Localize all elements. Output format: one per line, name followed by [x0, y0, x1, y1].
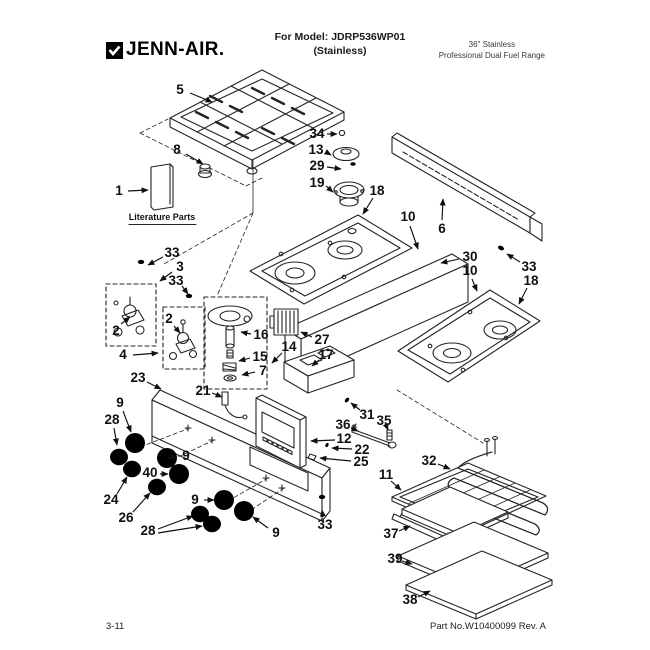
callout-leader-11 — [391, 481, 401, 490]
part-callout-27: 27 — [314, 332, 330, 347]
part-callout-24: 24 — [103, 492, 119, 507]
callout-leader-4 — [133, 353, 158, 355]
part-callout-33: 33 — [521, 259, 537, 274]
part-callout-38: 38 — [402, 592, 418, 607]
part-callout-29: 29 — [309, 158, 325, 173]
variant-line2: Professional Dual Fuel Range — [438, 50, 545, 60]
callout-leader-32 — [438, 464, 450, 469]
part-callout-26: 26 — [118, 510, 134, 525]
valve-screw-b — [186, 294, 192, 307]
part-callout-2: 2 — [165, 311, 173, 326]
callout-leader-18 — [363, 198, 373, 214]
part-callout-5: 5 — [176, 82, 184, 97]
part-callout-16: 16 — [253, 327, 269, 342]
callout-leader-25 — [320, 458, 351, 461]
callout-leader-14 — [272, 353, 282, 363]
part-callout-18: 18 — [369, 183, 385, 198]
part-callout-35: 35 — [376, 413, 392, 428]
part-callout-1: 1 — [115, 183, 123, 198]
callout-leader-18 — [519, 288, 527, 304]
part-callout-18: 18 — [523, 273, 539, 288]
part-callout-28: 28 — [140, 523, 156, 538]
callout-leader-26 — [133, 493, 150, 512]
callout-leader-2 — [121, 317, 130, 324]
callout-leader-10 — [472, 279, 477, 291]
part-callout-31: 31 — [359, 407, 375, 422]
part-callout-19: 19 — [309, 175, 325, 190]
variant-line1: 36" Stainless — [468, 40, 516, 49]
part-callout-9: 9 — [191, 492, 199, 507]
callout-leader-8 — [186, 154, 203, 164]
part-callout-33: 33 — [168, 273, 184, 288]
model-line1: For Model: JDRP536WP01 — [274, 31, 406, 43]
burner-assembly-box — [204, 297, 267, 389]
callout-leader-15 — [239, 358, 250, 361]
callout-leader-9 — [123, 411, 131, 432]
callout-leader-1 — [128, 190, 148, 191]
callout-leader-28 — [114, 428, 117, 445]
callout-leader-16 — [241, 332, 251, 334]
part-callout-28: 28 — [104, 412, 120, 427]
part-callout-32: 32 — [421, 453, 437, 468]
document-part-number: Part No.W10400099 Rev. A — [430, 621, 546, 632]
part-callout-17: 17 — [318, 347, 334, 362]
part-callout-2: 2 — [112, 323, 120, 338]
part-callout-37: 37 — [383, 526, 399, 541]
callout-leader-12 — [311, 440, 335, 441]
callout-leader-2 — [174, 326, 180, 333]
screw-22 — [325, 442, 335, 450]
callout-leader-21 — [212, 393, 222, 397]
part-callout-25: 25 — [353, 454, 369, 469]
literature-parts-label: Literature Parts — [128, 212, 196, 222]
part-callout-10: 10 — [400, 209, 416, 224]
part-callout-4: 4 — [119, 347, 127, 362]
part-callout-9: 9 — [116, 395, 124, 410]
callout-leader-13 — [326, 152, 331, 155]
screw-31 — [344, 397, 356, 408]
callout-leader-33 — [148, 257, 163, 265]
callout-leader-23 — [147, 382, 161, 389]
part-callout-36: 36 — [335, 417, 351, 432]
part-callout-10: 10 — [462, 263, 478, 278]
part-callout-34: 34 — [309, 126, 325, 141]
callout-leader-7 — [242, 372, 255, 375]
part-callout-11: 11 — [378, 467, 394, 482]
part-callout-7: 7 — [259, 363, 267, 378]
callout-leader-29 — [327, 167, 341, 169]
part-callout-22: 22 — [354, 442, 370, 457]
model-line2: (Stainless) — [313, 44, 367, 57]
part-callout-6: 6 — [438, 221, 446, 236]
callout-leader-37 — [399, 526, 410, 531]
part-callout-13: 13 — [308, 142, 324, 157]
part-callout-9: 9 — [182, 448, 190, 463]
part-callout-8: 8 — [173, 142, 181, 157]
callout-leader-33 — [507, 254, 520, 262]
valve-screw-a — [138, 260, 144, 273]
part-callout-14: 14 — [281, 339, 297, 354]
part-callout-15: 15 — [252, 349, 268, 364]
part-callout-33: 33 — [317, 517, 333, 532]
part-callout-40: 40 — [142, 465, 158, 480]
part-callout-12: 12 — [336, 431, 352, 446]
spark-module-drawing — [270, 309, 298, 335]
callout-leader-9 — [253, 517, 268, 528]
part-callout-39: 39 — [387, 551, 403, 566]
rail-screw — [493, 245, 505, 260]
part-callout-3: 3 — [176, 259, 184, 274]
part-callout-30: 30 — [462, 249, 478, 264]
callout-leader-28 — [158, 516, 193, 529]
callout-leader-6 — [442, 199, 443, 220]
back-rail-drawing — [392, 133, 542, 241]
logo-text: JENN-AIR. — [126, 39, 225, 60]
callout-leader-10 — [410, 226, 418, 249]
page-number: 3-11 — [106, 621, 125, 632]
part-callout-23: 23 — [130, 370, 146, 385]
grate-foot-drawing — [199, 164, 212, 178]
igniter-drawing — [222, 392, 247, 419]
callout-leader-19 — [326, 186, 333, 192]
callout-leader-22 — [332, 448, 352, 449]
part-callout-21: 21 — [195, 383, 211, 398]
part-callout-33: 33 — [164, 245, 180, 260]
part-callout-9: 9 — [272, 525, 280, 540]
